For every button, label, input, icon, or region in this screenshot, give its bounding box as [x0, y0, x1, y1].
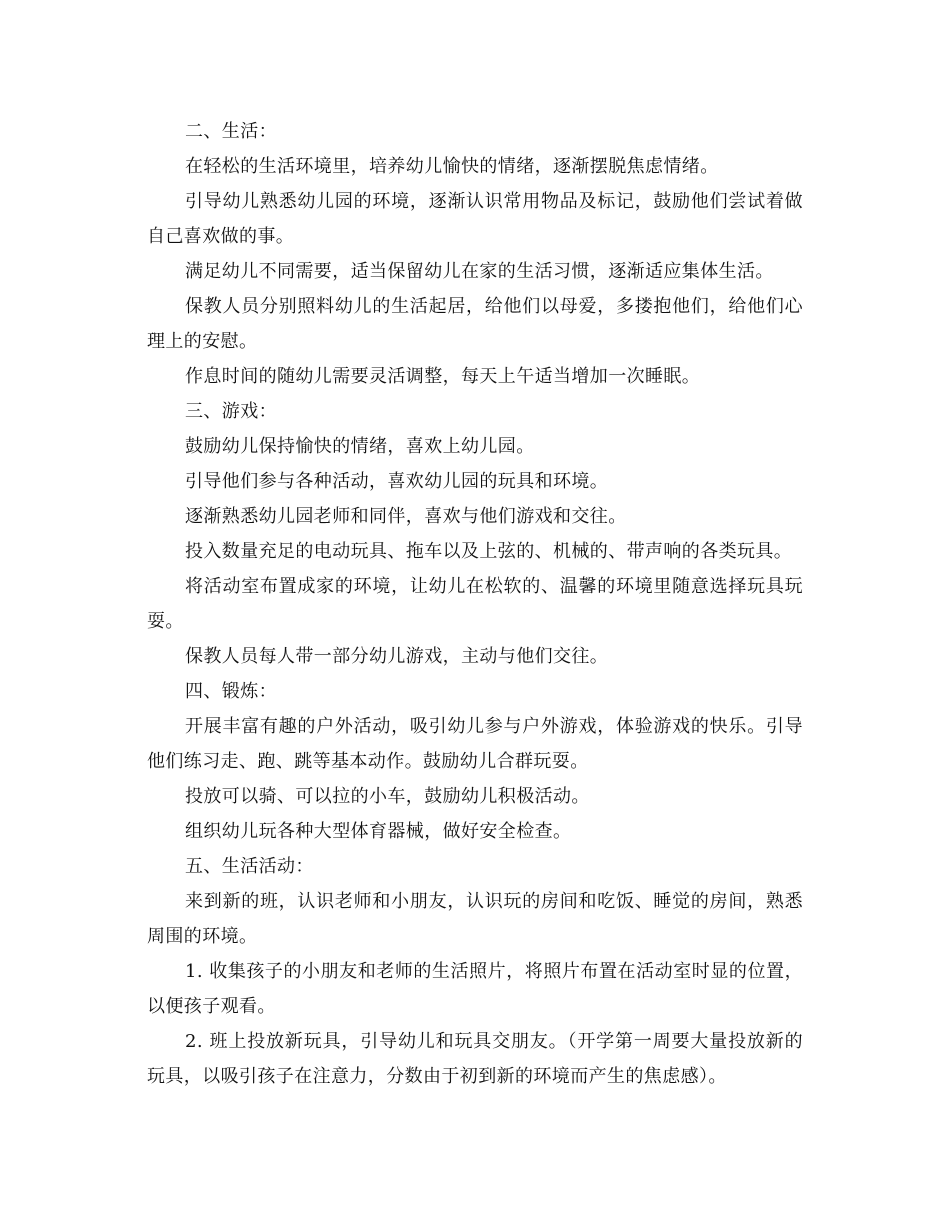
paragraph: 将活动室布置成家的环境，让幼儿在松软的、温馨的环境里随意选择玩具玩耍。	[147, 576, 803, 632]
paragraph: 保教人员每人带一部分幼儿游戏，主动与他们交往。	[185, 646, 609, 667]
section-heading-life: 二、生活：	[185, 121, 277, 142]
paragraph: 投放可以骑、可以拉的小车，鼓励幼儿积极活动。	[185, 786, 590, 807]
section-heading-life-activities: 五、生活活动：	[185, 856, 314, 877]
paragraph: 作息时间的随幼儿需要灵活调整，每天上午适当增加一次睡眠。	[185, 366, 701, 387]
paragraph: 满足幼儿不同需要，适当保留幼儿在家的生活习惯，逐渐适应集体生活。	[185, 261, 774, 282]
paragraph: 鼓励幼儿保持愉快的情绪，喜欢上幼儿园。	[185, 436, 535, 457]
paragraph: 投入数量充足的电动玩具、拖车以及上弦的、机械的、带声响的各类玩具。	[185, 541, 793, 562]
paragraph: 开展丰富有趣的户外活动，吸引幼儿参与户外游戏，体验游戏的快乐。引导他们练习走、跑、跳等基本动作。鼓励幼儿合群玩耍。	[147, 716, 803, 772]
numbered-item: 2. 班上投放新玩具，引导幼儿和玩具交朋友。（开学第一周要大量投放新的玩具，以吸引孩子在注意力，分数由于初到新的环境而产生的焦虑感）。	[147, 1031, 803, 1087]
paragraph: 在轻松的生活环境里，培养幼儿愉快的情绪，逐渐摆脱焦虑情绪。	[185, 156, 719, 177]
paragraph: 逐渐熟悉幼儿园老师和同伴，喜欢与他们游戏和交往。	[185, 506, 627, 527]
paragraph: 保教人员分别照料幼儿的生活起居，给他们以母爱，多搂抱他们，给他们心理上的安慰。	[147, 296, 803, 352]
paragraph: 引导他们参与各种活动，喜欢幼儿园的玩具和环境。	[185, 471, 609, 492]
paragraph: 引导幼儿熟悉幼儿园的环境，逐渐认识常用物品及标记，鼓励他们尝试着做自己喜欢做的事。	[147, 191, 803, 247]
paragraph: 组织幼儿玩各种大型体育器械，做好安全检查。	[185, 821, 572, 842]
document-body	[147, 114, 803, 1094]
paragraph: 来到新的班，认识老师和小朋友，认识玩的房间和吃饭、睡觉的房间，熟悉周围的环境。	[147, 891, 803, 947]
numbered-item: 1. 收集孩子的小朋友和老师的生活照片，将照片布置在活动室时显的位置，以便孩子观看。	[147, 961, 803, 1017]
section-heading-exercise: 四、锻炼：	[185, 681, 277, 702]
section-heading-games: 三、游戏：	[185, 401, 277, 422]
